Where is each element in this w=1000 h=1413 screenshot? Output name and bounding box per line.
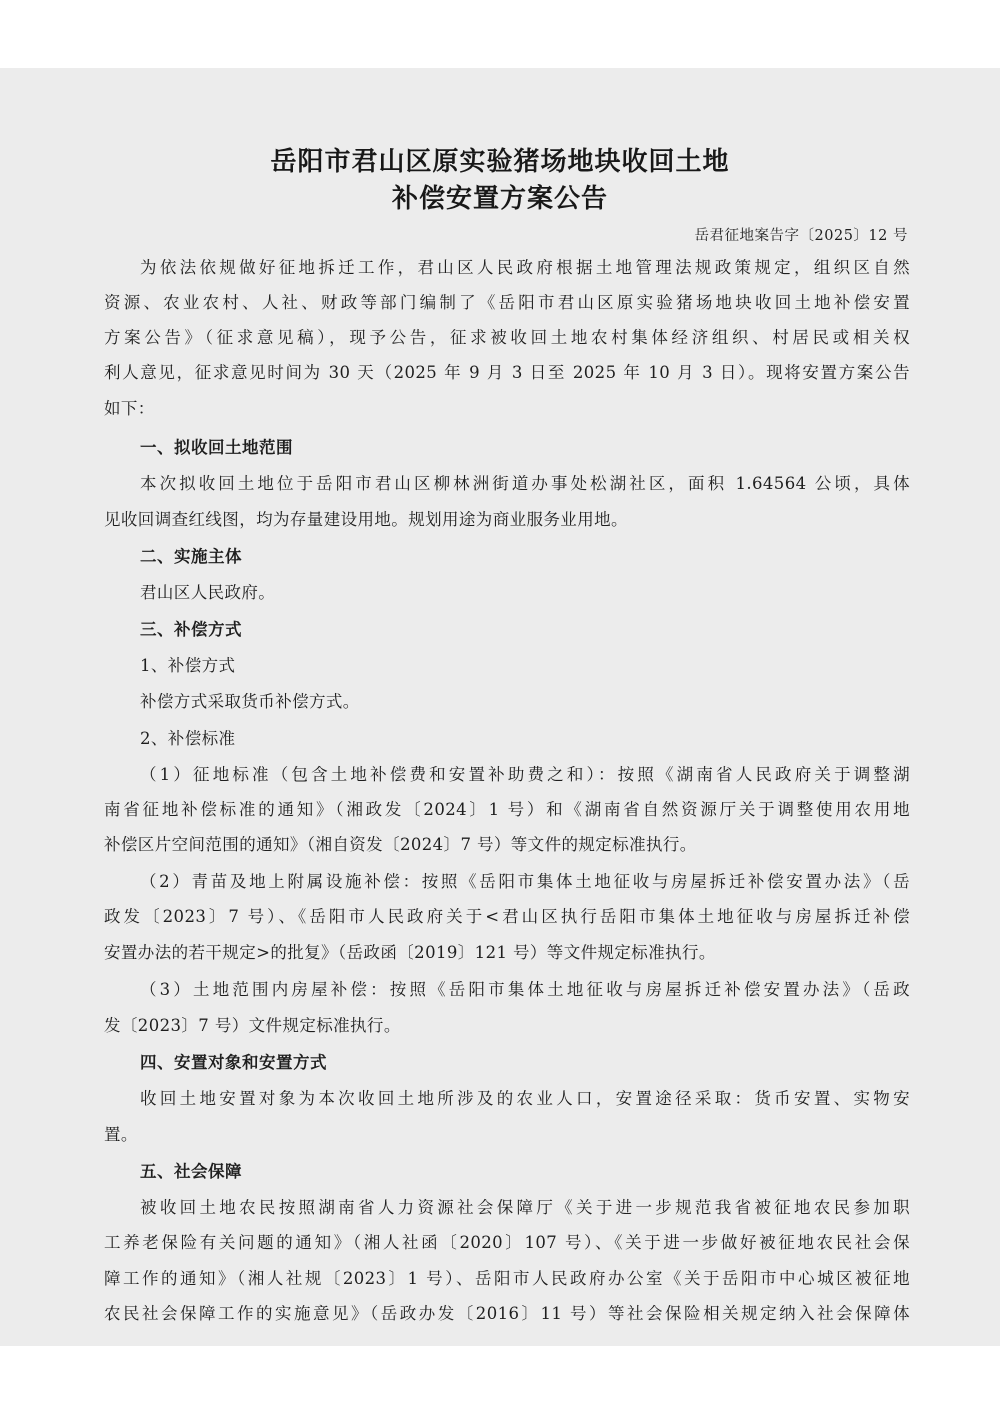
intro-line: 为依法依规做好征地拆迁工作，君山区人民政府根据土地管理法规政策规定，组织区自然 bbox=[140, 258, 910, 277]
body-line: 南省征地补偿标准的通知》（湘政发〔2024〕1 号）和《湖南省自然资源厅关于调整使用农用地 bbox=[104, 800, 910, 819]
intro-line: 如下： bbox=[104, 399, 155, 418]
body-line: （1）征地标准（包含土地补偿费和安置补助费之和）：按照《湖南省人民政府关于调整湖 bbox=[140, 765, 910, 784]
body-line: 收回土地安置对象为本次收回土地所涉及的农业人口，安置途径采取：货币安置、实物安 bbox=[140, 1089, 910, 1108]
body-line: 被收回土地农民按照湖南省人力资源社会保障厅《关于进一步规范我省被征地农民参加职 bbox=[140, 1198, 910, 1217]
document-title-line1: 岳阳市君山区原实验猪场地块收回土地 bbox=[270, 147, 730, 177]
body-line: 发〔2023〕7 号）文件规定标准执行。 bbox=[104, 1016, 401, 1035]
body-line: 补偿区片空间范围的通知》（湘自资发〔2024〕7 号）等文件的规定标准执行。 bbox=[104, 835, 697, 854]
section-heading: 一、拟收回土地范围 bbox=[140, 438, 293, 457]
section-heading: 二、实施主体 bbox=[140, 547, 242, 566]
body-line: 见收回调查红线图，均为存量建设用地。规划用途为商业服务业用地。 bbox=[104, 510, 628, 529]
body-line: 本次拟收回土地位于岳阳市君山区柳林洲街道办事处松湖社区，面积 1.64564 公顷，具体 bbox=[140, 474, 910, 493]
body-line: 安置办法的若干规定>的批复》（岳政函〔2019〕121 号）等文件规定标准执行。 bbox=[104, 943, 716, 962]
body-line: 君山区人民政府。 bbox=[140, 583, 276, 602]
reference-number: 岳君征地案告字〔2025〕12 号 bbox=[694, 228, 908, 244]
intro-line: 资源、农业农村、人社、财政等部门编制了《岳阳市君山区原实验猪场地块收回土地补偿安置 bbox=[104, 293, 910, 312]
section-heading: 四、安置对象和安置方式 bbox=[140, 1053, 327, 1072]
body-line: 置。 bbox=[104, 1125, 138, 1144]
intro-line: 方案公告》（征求意见稿），现予公告，征求被收回土地农村集体经济组织、村居民或相关权 bbox=[104, 328, 910, 347]
body-line: 农民社会保障工作的实施意见》（岳政办发〔2016〕11 号）等社会保险相关规定纳入社会保障体 bbox=[104, 1304, 910, 1323]
subheading: 2、补偿标准 bbox=[140, 729, 236, 748]
body-line: （2）青苗及地上附属设施补偿：按照《岳阳市集体土地征收与房屋拆迁补偿安置办法》（岳 bbox=[140, 872, 910, 891]
document-title-line2: 补偿安置方案公告 bbox=[391, 184, 608, 214]
subheading: 1、补偿方式 bbox=[140, 656, 236, 675]
body-line: 工养老保险有关问题的通知》（湘人社函〔2020〕107 号）、《关于进一步做好被征地农民社会保 bbox=[104, 1233, 910, 1252]
body-line: （3）土地范围内房屋补偿：按照《岳阳市集体土地征收与房屋拆迁补偿安置办法》（岳政 bbox=[140, 980, 910, 999]
intro-line: 利人意见，征求意见时间为 30 天（2025 年 9 月 3 日至 2025 年 10 月 3 日）。现将安置方案公告 bbox=[104, 363, 910, 382]
section-heading: 三、补偿方式 bbox=[140, 620, 242, 639]
section-heading: 五、社会保障 bbox=[140, 1162, 242, 1181]
body-line: 政发〔2023〕7 号）、《岳阳市人民政府关于<君山区执行岳阳市集体土地征收与房屋拆迁补偿 bbox=[104, 907, 910, 926]
body-line: 补偿方式采取货币补偿方式。 bbox=[140, 692, 360, 711]
body-line: 障工作的通知》（湘人社规〔2023〕1 号）、岳阳市人民政府办公室《关于岳阳市中心城区被征地 bbox=[104, 1269, 910, 1288]
